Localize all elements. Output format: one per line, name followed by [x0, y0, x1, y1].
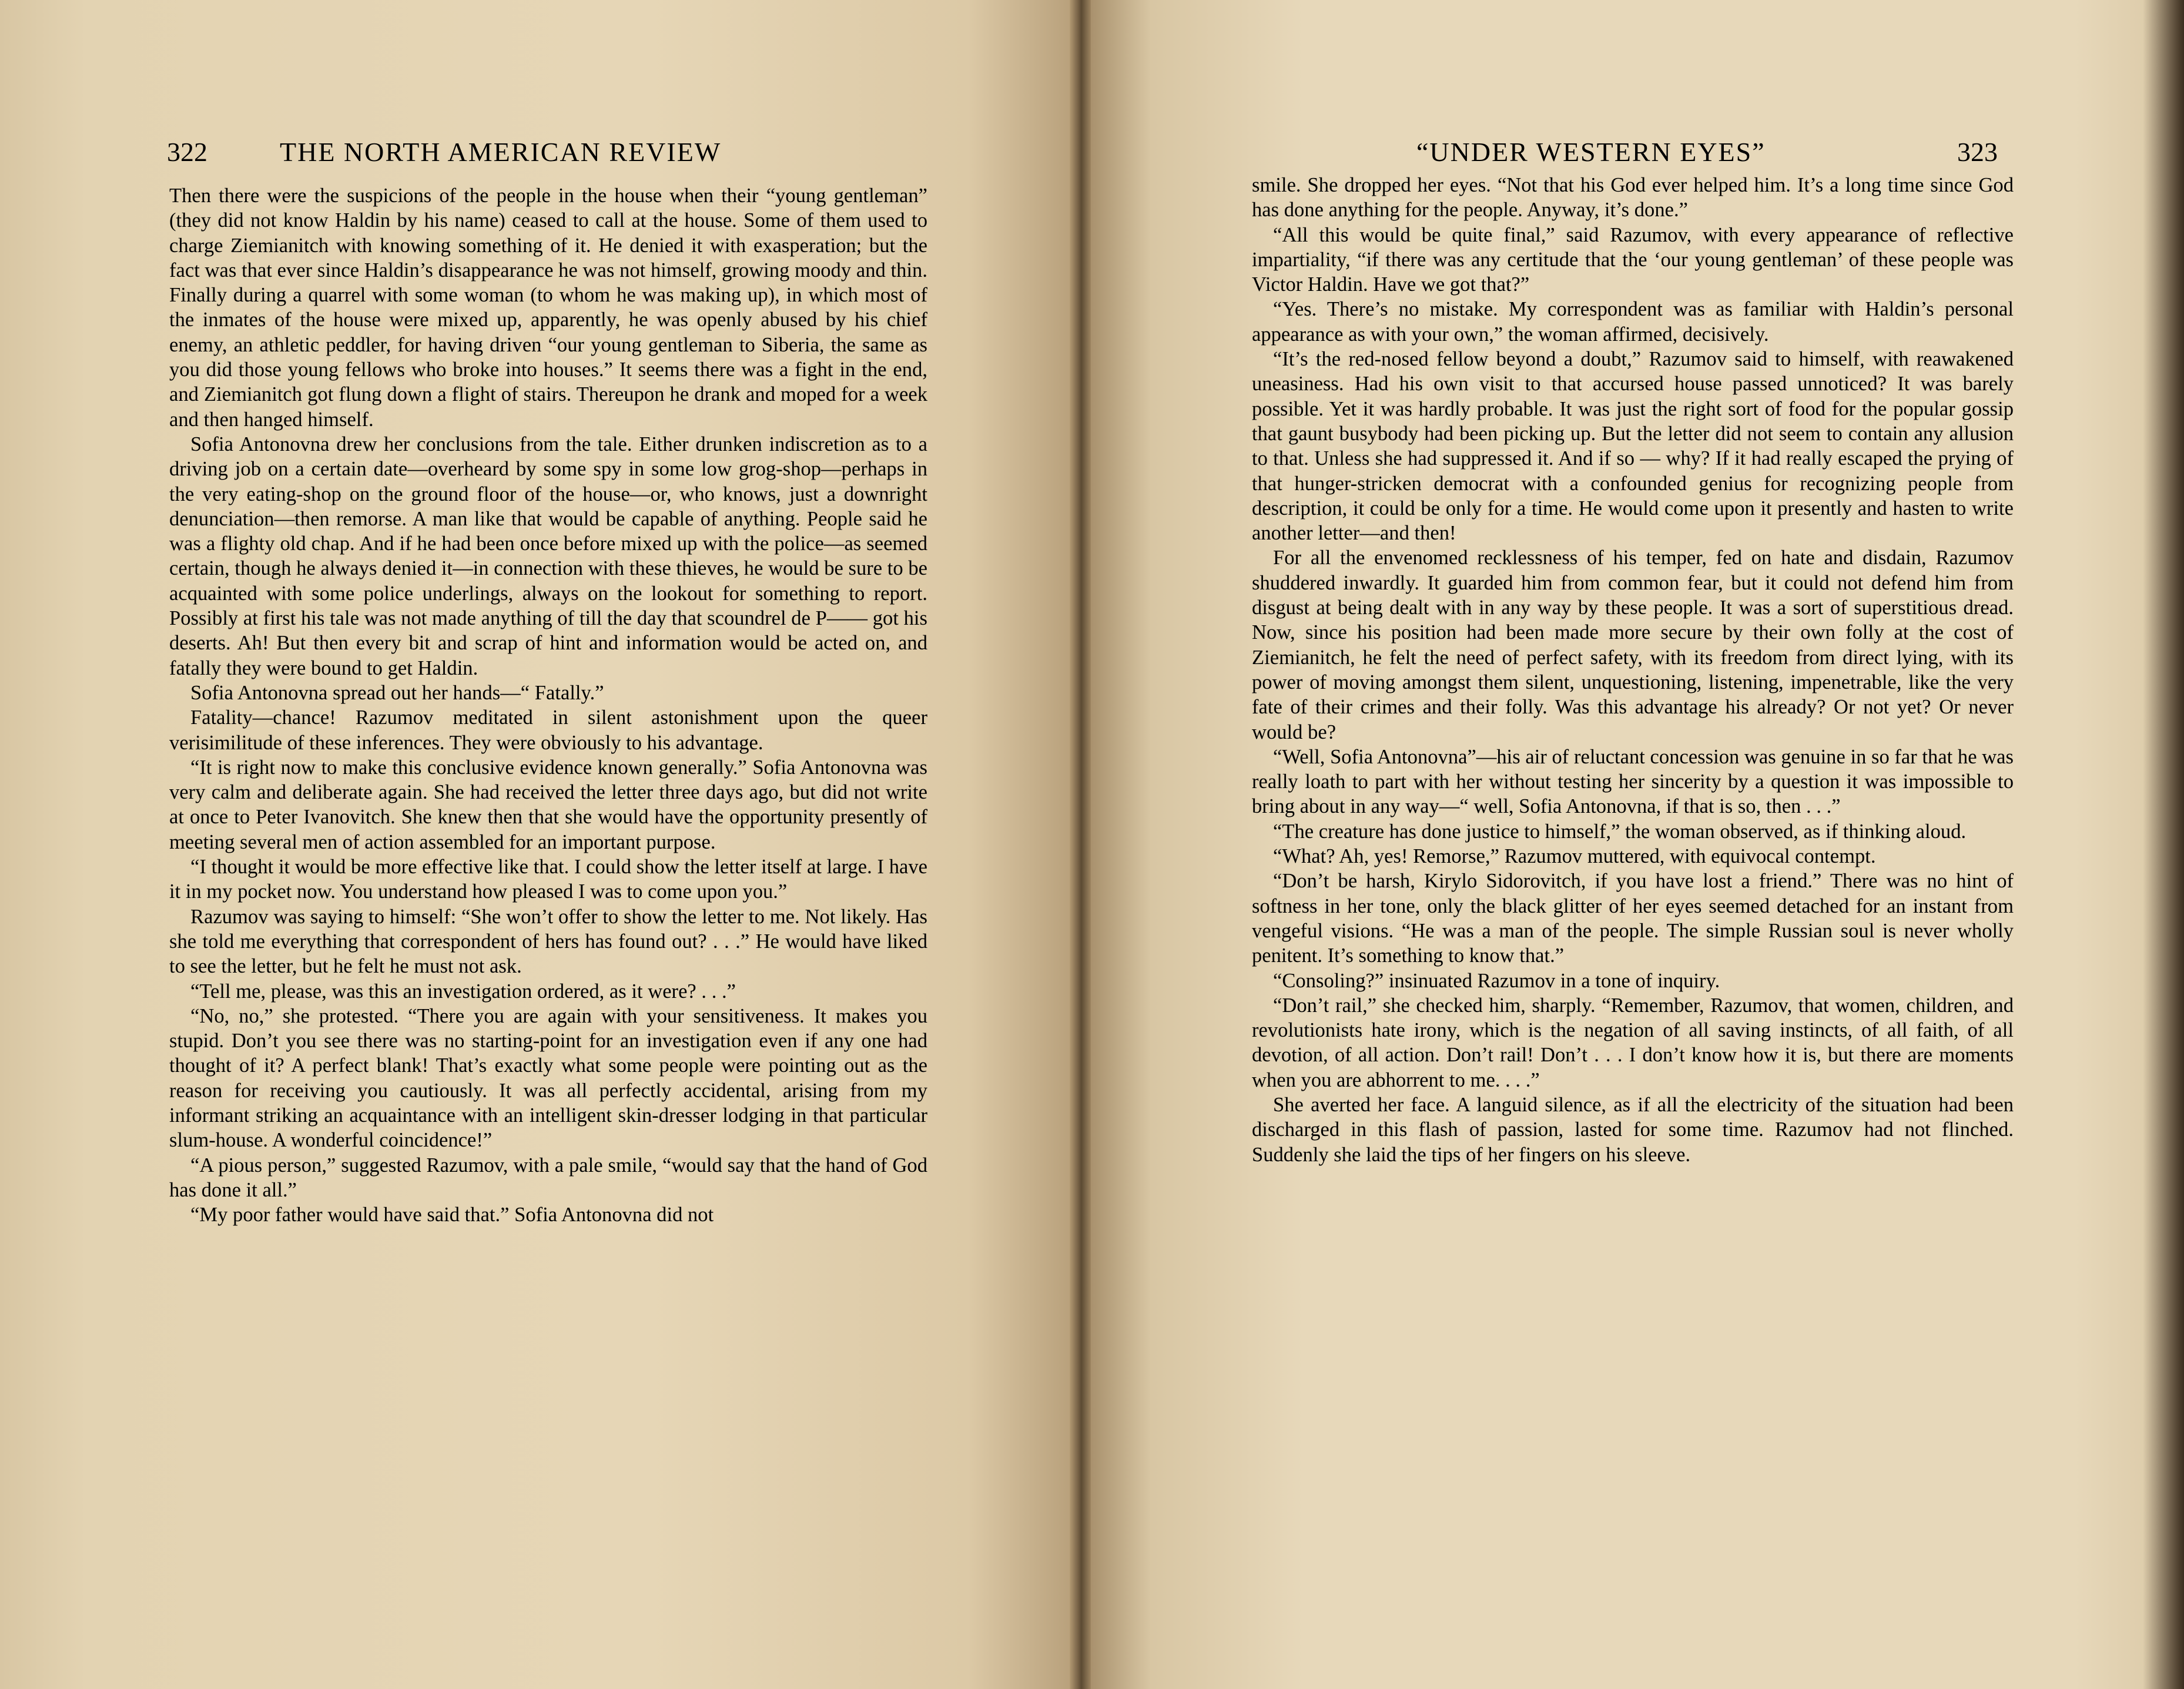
- left-paragraph-5: “It is right now to make this conclusive evidence known generally.” Sofia Antonovna was very calm and deliberate again. She had received the letter three days ago, but did not write at once to Peter Ivanovitch. She knew then that she would have the opportunity presently of meeting several men of action assembled for an important purpose.: [169, 756, 927, 853]
- left-paragraph-2: Sofia Antonovna drew her conclusions from the tale. Either drunken indiscretion as to a driving job on a certain date—overheard by some spy in some low grog-shop—perhaps in the very eating-shop on the ground floor of the house—or, who knows, just a downright denunciation—then remorse. A man like that would be capable of anything. People said he was a flighty old chap. And if he had been once before mixed up with the police—as seemed certain, though he always denied it—in connection with these thieves, he would be sure to be acquainted with some police underlings, always on the lookout for something to report. Possibly at first his tale was not made anything of till the day that scoundrel de P—— got his deserts. Ah! But then every bit and scrap of hint and information would be acted on, and fatally they were bound to get Haldin.: [169, 433, 927, 679]
- right-running-head: “UNDER WESTERN EYES”: [1416, 137, 1766, 167]
- left-paragraph-3: Sofia Antonovna spread out her hands—“ Fatally.”: [190, 681, 604, 704]
- right-paragraph-4: “It’s the red-nosed fellow beyond a doubt,” Razumov said to himself, with reawakened uneasiness. Had his own visit to that accursed house passed unnoticed? It was barely possible. Yet it was hardly probable. It was just the right sort of food for the popular gossip that gaunt busybody had been picking up. But the letter did not seem to contain any allusion to that. Unless she had suppressed it. And if so — why? If it had really escaped the prying of that hunger-stricken democrat with a confounded genius for recognizing people from description, it could be only for a time. He would come upon it presently and hasten to write another letter—and then!: [1252, 348, 2014, 545]
- right-paragraph-1: smile. She dropped her eyes. “Not that his God ever helped him. It’s a long time since God has done anything for the people. Anyway, it’s done.”: [1252, 174, 2014, 222]
- right-paragraph-12: She averted her face. A languid silence, as if all the electricity of the situation had been discharged in this flash of passion, lasted for some time. Razumov had not flinched. Suddenly she laid the tips of her fingers on his sleeve.: [1252, 1093, 2014, 1166]
- left-paragraph-4: Fatality—chance! Razumov meditated in silent astonishment upon the queer verisimilitude of these inferences. They were obviously to his advantage.: [169, 706, 927, 754]
- right-paragraph-3: “Yes. There’s no mistake. My correspondent was as familiar with Haldin’s personal appearance as with your own,” the woman affirmed, decisively.: [1252, 298, 2014, 346]
- left-paragraph-7: Razumov was saying to himself: “She won’t offer to show the letter to me. Not likely. Has she told me everything that correspondent of hers has found out? . . .” He would have liked to see the letter, but he felt he must not ask.: [169, 905, 927, 978]
- right-page-number: 323: [1957, 137, 1998, 167]
- right-body-text: [1252, 173, 2014, 1167]
- left-body-text: [169, 183, 927, 1227]
- left-paragraph-6: “I thought it would be more effective like that. I could show the letter itself at large. I have it in my pocket now. You understand how pleased I was to come upon you.”: [169, 856, 927, 903]
- right-paragraph-7: “The creature has done justice to himself,” the woman observed, as if thinking aloud.: [1273, 820, 1967, 843]
- right-paragraph-10: “Consoling?” insinuated Razumov in a tone of inquiry.: [1273, 969, 1720, 992]
- right-paragraph-11: “Don’t rail,” she checked him, sharply. “Remember, Razumov, that women, children, and revolutionists hate irony, which is the negation of all saving instincts, of all faith, of all devotion, of all action. Don’t rail! Don’t . . . I don’t know how it is, but there are moments when you are abhorrent to me. . . .”: [1252, 994, 2014, 1091]
- page-edge-shadow: [2143, 0, 2184, 1689]
- right-paragraph-8: “What? Ah, yes! Remorse,” Razumov muttered, with equivocal contempt.: [1273, 845, 1876, 868]
- right-paragraph-9: “Don’t be harsh, Kirylo Sidorovitch, if you have lost a friend.” There was no hint of softness in her tone, only the black glitter of her eyes seemed detached for an instant from vengeful visions. “He was a man of the people. The simple Russian soul is never wholly penitent. It’s something to know that.”: [1252, 870, 2014, 967]
- left-paragraph-10: “A pious person,” suggested Razumov, with a pale smile, “would say that the hand of God has done it all.”: [169, 1154, 927, 1201]
- left-paragraph-9: “No, no,” she protested. “There you are again with your sensitiveness. It makes you stupid. Don’t you see there was no starting-point for an investigation even if any one had thought of it? A perfect blank! That’s exactly what some people were pointing out as the reason for receiving you cautiously. It was all perfectly accidental, arising from my informant striking an acquaintance with an intelligent skin-dresser lodging in that particular slum-house. A wonderful coincidence!”: [169, 1004, 927, 1152]
- left-running-head: THE NORTH AMERICAN REVIEW: [280, 137, 722, 167]
- left-page-number: 322: [167, 137, 207, 167]
- book-gutter: [1070, 0, 1091, 1689]
- right-paragraph-2: “All this would be quite final,” said Razumov, with every appearance of reflective impartiality, “if there was any certitude that the ‘our young gentleman’ of these people was Victor Haldin. Have we got that?”: [1252, 223, 2014, 296]
- left-paragraph-8: “Tell me, please, was this an investigation ordered, as it were? . . .”: [190, 980, 736, 1003]
- left-paragraph-1: Then there were the suspicions of the people in the house when their “young gentleman” (they did not know Haldin by his name) ceased to call at the house. Some of them used to charge Ziemianitch with knowing something of it. He denied it with exasperation; but the fact was that ever since Haldin’s disappearance he was not himself, growing moody and thin. Finally during a quarrel with some woman (to whom he was making up), in which most of the inmates of the house were mixed up, apparently, he was openly abused by his chief enemy, an athletic peddler, for having driven “our young gentleman to Siberia, the same as you did those young fellows who broke into houses.” It seems there was a fight in the end, and Ziemianitch got flung down a flight of stairs. Thereupon he drank and moped for a week and then hanged himself.: [169, 185, 927, 431]
- right-paragraph-5: For all the envenomed recklessness of his temper, fed on hate and disdain, Razumov shuddered inwardly. It guarded him from common fear, but it could not defend him from disgust at being dealt with in any way by these people. It was a sort of superstitious dread. Now, since his position had been made more secure by their own folly at the cost of Ziemianitch, he felt the need of perfect safety, with its freedom from direct lying, with its power of moving amongst them silent, unquestioning, listening, impenetrable, like the very fate of their crimes and their folly. Was this advantage his already? Or not yet? Or never would be?: [1252, 547, 2014, 743]
- left-paragraph-11: “My poor father would have said that.” Sofia Antonovna did not: [190, 1204, 714, 1226]
- right-paragraph-6: “Well, Sofia Antonovna”—his air of reluctant concession was genuine in so far that he was really loath to part with her without testing her sincerity by a question it was impossible to bring about in any way—“ well, Sofia Antonovna, if that is so, then . . .”: [1252, 745, 2014, 818]
